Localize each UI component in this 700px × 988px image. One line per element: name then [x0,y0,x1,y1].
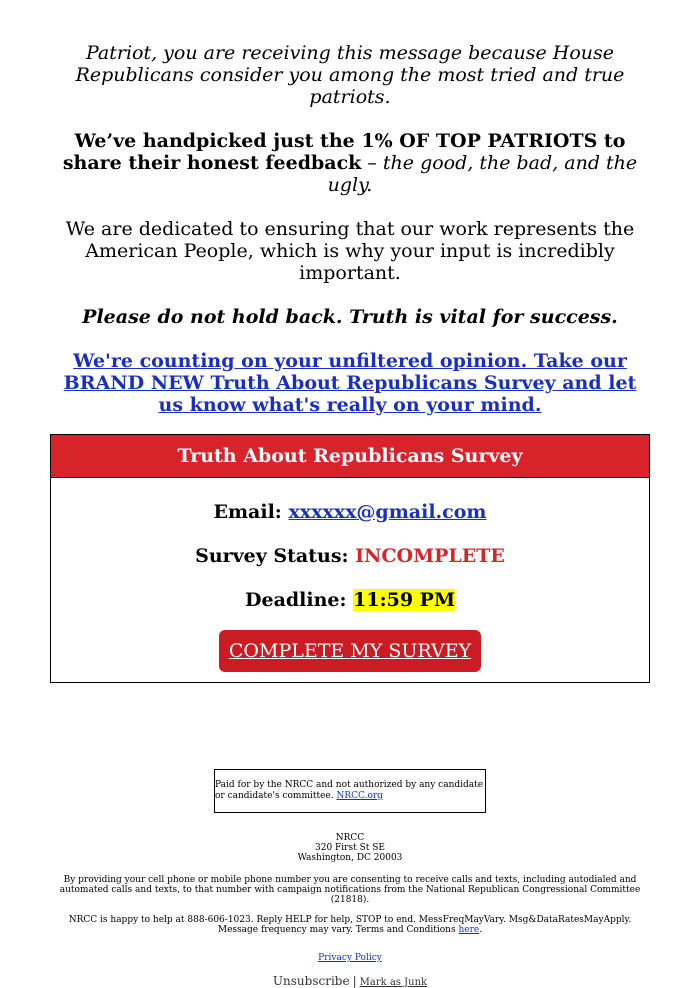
survey-link[interactable]: We're counting on your unfiltered opinion. Take our BRAND NEW Truth About Republicans Survey and let us know what's really on your mind. [63,350,637,416]
email-row [51,500,649,524]
deadline-label: Deadline: [245,589,347,611]
dedication-paragraph: We are dedicated to ensuring that our work represents the American People, which is why your input is incredibly important. [65,218,635,284]
handpicked-bold-text: We’ve handpicked just the 1% OF TOP PATRIOTS to share their honest feedback [62,130,626,174]
disclaimer-text: Paid for by the NRCC and not authorized by any candidate or candidate's committee. [215,780,484,801]
email-content [50,0,650,416]
status-value: INCOMPLETE [355,545,505,567]
deadline-row [51,588,649,612]
deadline-value: 11:59 PM [353,589,455,611]
nrcc-link[interactable]: NRCC.org [336,791,383,801]
org-name: NRCC [335,833,365,843]
handpicked-paragraph [50,130,650,196]
privacy-policy-link[interactable]: Privacy Policy [318,953,382,963]
survey-card-body [51,478,649,682]
street-address: 320 First St SE [315,843,385,853]
status-row [51,544,649,568]
unsubscribe-row [0,976,700,988]
survey-card [50,434,650,683]
survey-link-paragraph [50,350,650,416]
complete-survey-button[interactable]: COMPLETE MY SURVEY [219,630,481,672]
handpicked-italic-text: – the good, the bad, and the ugly. [327,152,638,196]
help-text: NRCC is happy to help at 888-606-1023. Reply HELP for help, STOP to end. MessFreqMayVary. Msg&DataRatesMayApply. Message frequency may vary. Terms and Conditions here. [68,915,632,935]
email-link[interactable]: xxxxxx@gmail.com [288,501,487,523]
email-label: Email: [213,501,282,523]
intro-paragraph: Patriot, you are receiving this message because House Republicans consider you among the most tried and true patriots. [75,42,625,108]
consent-text: By providing your cell phone or mobile phone number you are consenting to receive calls and texts, including autodialed and automated calls and texts, to that number with campaign notifications from the National Republican Congressional Committee (21818). [59,875,641,905]
mark-as-junk-link[interactable]: Mark as Junk [359,977,428,988]
address-block [0,833,700,863]
terms-link[interactable]: here [458,925,480,935]
privacy-row [0,953,700,963]
survey-card-title: Truth About Republicans Survey [51,435,649,478]
footer [0,833,700,988]
unsubscribe-link[interactable]: Unsubscribe [272,974,350,988]
status-label: Survey Status: [195,545,349,567]
paid-for-disclaimer [214,769,486,813]
help-text-body: NRCC is happy to help at 888-606-1023. Reply HELP for help, STOP to end. MessFreqMayVary. Msg&DataRatesMayApply. Message frequency may vary. Terms and Conditions [68,915,632,935]
truth-paragraph: Please do not hold back. Truth is vital for success. [82,306,618,328]
separator: | [352,974,357,988]
city-address: Washington, DC 20003 [297,853,403,863]
